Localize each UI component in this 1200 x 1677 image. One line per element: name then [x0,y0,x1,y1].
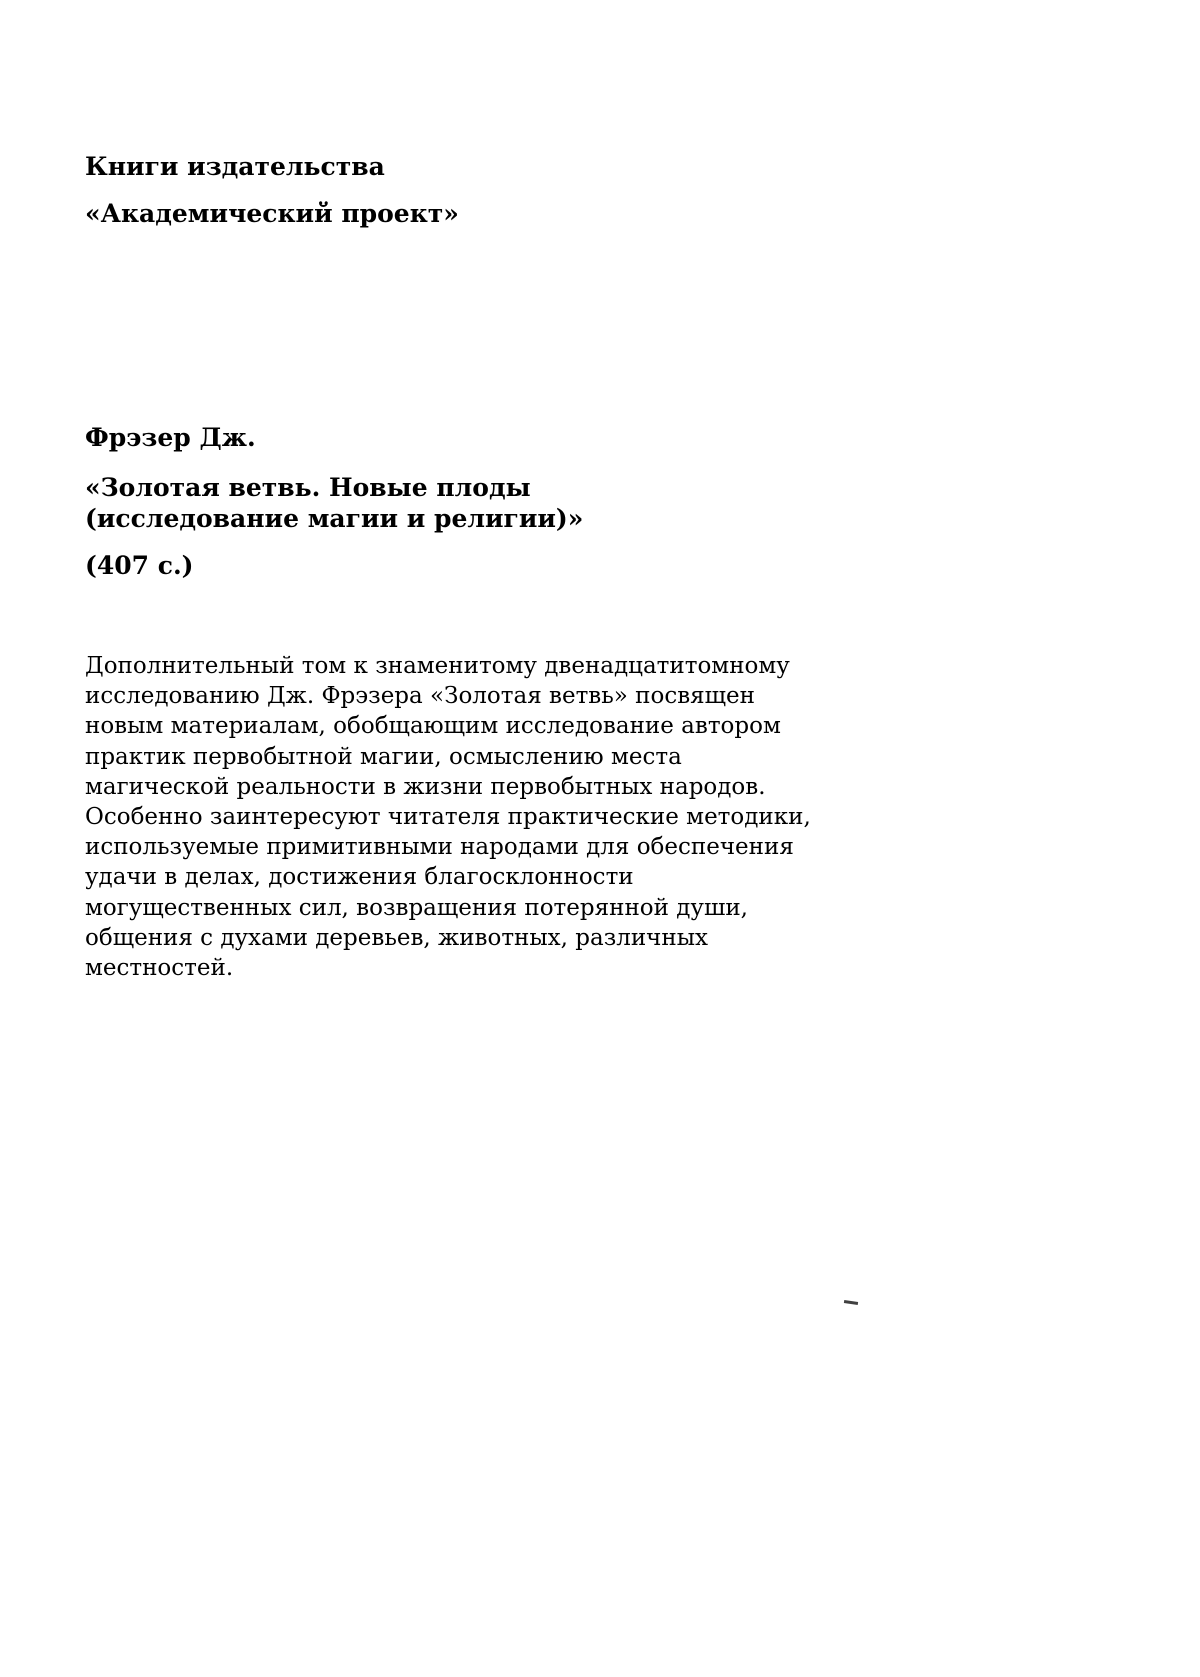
publisher-heading [85,152,459,229]
description-line: могущественных сил, возвращения потерянной души, [85,894,748,921]
publisher-heading-line-2: «Академический проект» [85,199,459,228]
book-author: Фрэзер Дж. [85,423,256,452]
book-page-count: (407 с.) [85,551,194,580]
book-title-line-2: (исследование магии и религии)» [85,504,584,533]
description-line: исследованию Дж. Фрэзера «Золотая ветвь» посвящен [85,683,755,710]
description-line: местностей. [85,955,234,982]
book-title-line-1: «Золотая ветвь. Новые плоды [85,473,531,502]
description-line: общения с духами деревьев, животных, различных [85,924,708,951]
description-line: Особенно заинтересуют читателя практические методики, [85,804,811,831]
description-line: Дополнительный том к знаменитому двенадцатитомному [85,653,790,679]
description-line: практик первобытной магии, осмыслению места [85,743,682,770]
scan-artifact-mark [844,1300,858,1305]
description-line: используемые примитивными народами для обеспечения [85,834,794,861]
description-line: магической реальности в жизни первобытных народов. [85,773,766,800]
book-entry [85,423,583,581]
description-line: новым материалам, обобщающим исследование автором [85,713,781,740]
book-title [85,472,583,534]
publisher-heading-line-1: Книги издательства [85,152,385,181]
book-description [85,651,845,983]
description-line: удачи в делах, достижения благосклонности [85,864,634,891]
